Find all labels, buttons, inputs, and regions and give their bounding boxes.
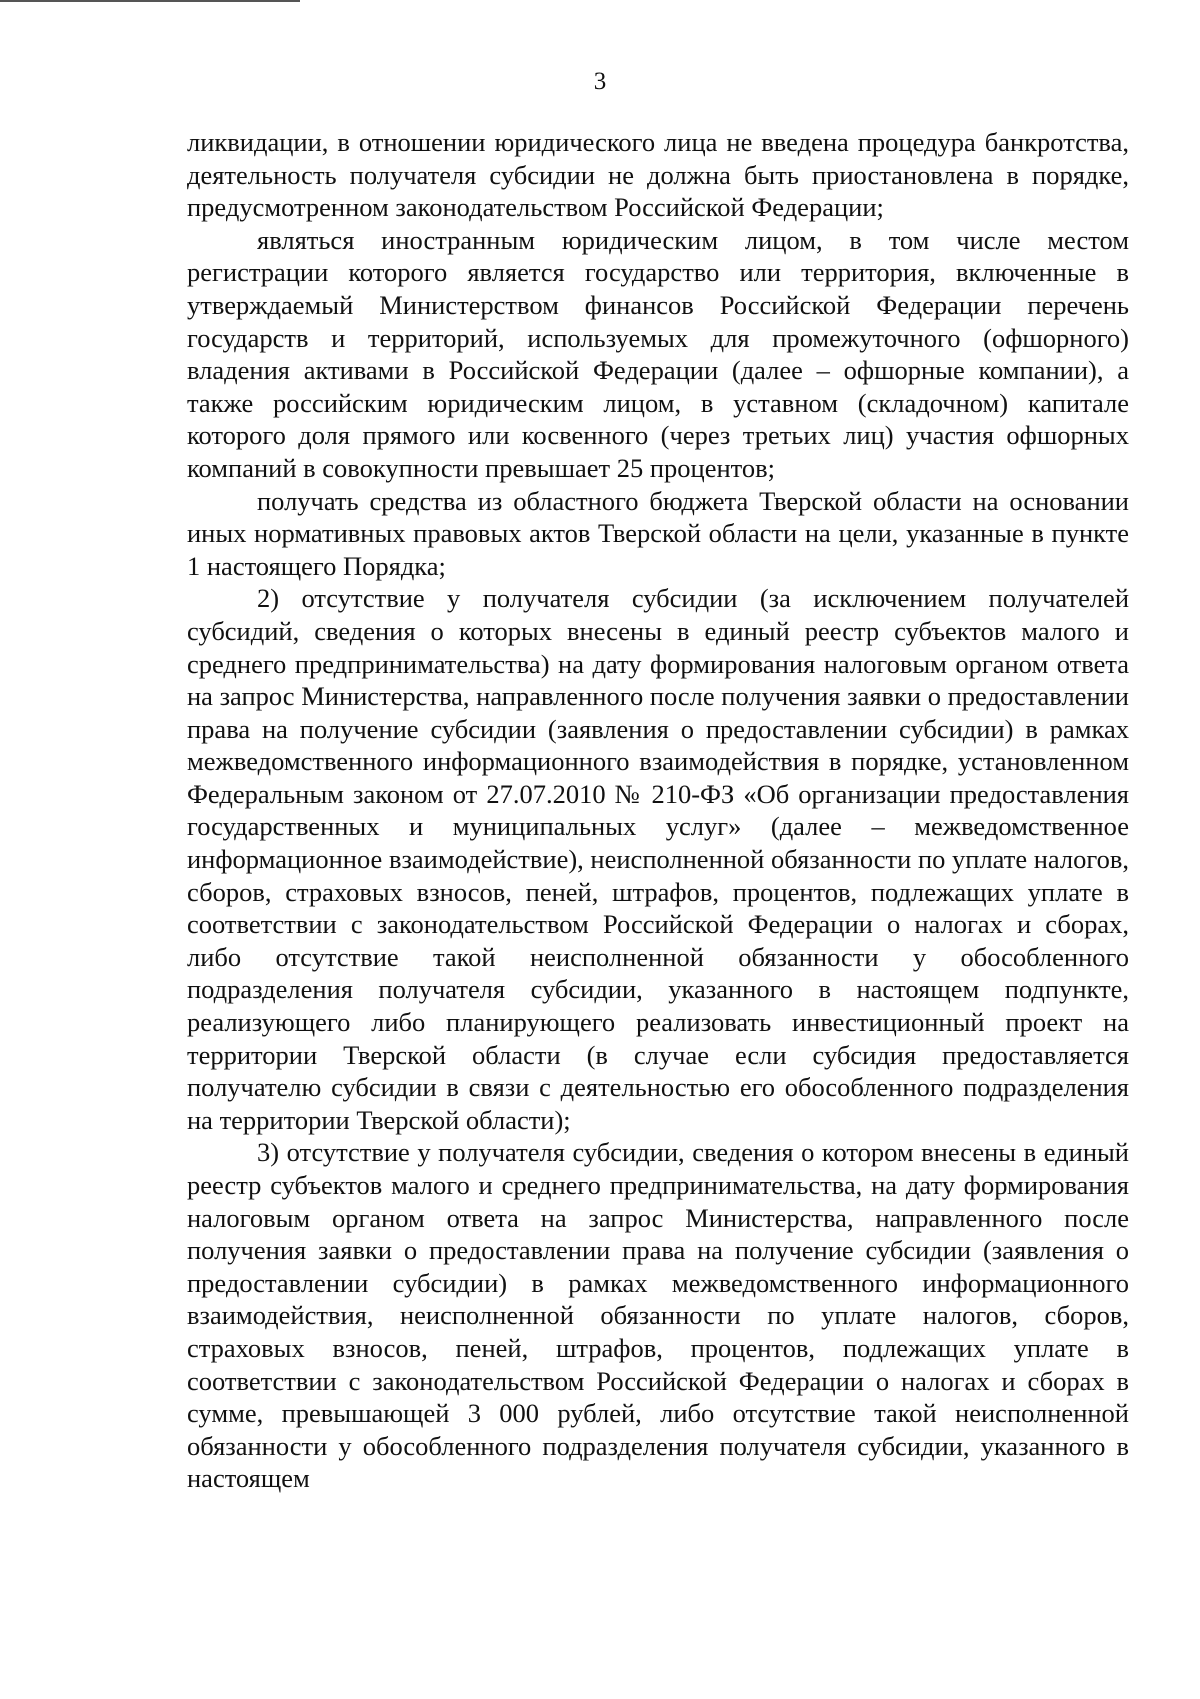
page-number: 3	[593, 68, 607, 95]
paragraph-5: 3) отсутствие у получателя субсидии, сведения о котором внесены в единый реестр субъектов малого и среднего предпринимательства, на дату формирования налоговым органом ответа на запрос Министерства, направленного после получения заявки о предоставлении права на получение субсидии (заявления о предоставлении субсидии) в рамках межведомственного информационного взаимодействия, неисполненной обязанности по уплате налогов, сборов, страховых взносов, пеней, штрафов, процентов, подлежащих уплате в соответствии с законодательством Российской Федерации о налогах и сборах в сумме, превышающей 3 000 рублей, либо отсутствие такой неисполненной обязанности у обособленного подразделения получателя субсидии, указанного в настоящем	[187, 1137, 1129, 1494]
scan-edge-line	[0, 0, 300, 2]
document-body	[187, 126, 1129, 1495]
paragraph-2: являться иностранным юридическим лицом, в том числе местом регистрации которого является государство или территория, включенные в утверждаемый Министерством финансов Российской Федерации перечень государств и территорий, используемых для промежуточного (офшорного) владения активами в Российской Федерации (далее – офшорные компании), а также российским юридическим лицом, в уставном (складочном) капитале которого доля прямого или косвенного (через третьих лиц) участия офшорных компаний в совокупности превышает 25 процентов;	[187, 224, 1129, 483]
paragraph-3: получать средства из областного бюджета Тверской области на основании иных нормативных правовых актов Тверской области на цели, указанные в пункте 1 настоящего Порядка;	[187, 485, 1129, 581]
paragraph-4: 2) отсутствие у получателя субсидии (за исключением получателей субсидий, сведения о которых внесены в единый реестр субъектов малого и среднего предпринимательства) на дату формирования налоговым органом ответа на запрос Министерства, направленного после получения заявки о предоставлении права на получение субсидии (заявления о предоставлении субсидии) в рамках межведомственного информационного взаимодействия в порядке, установленном Федеральным законом от 27.07.2010 № 210-ФЗ «Об организации предоставления государственных и муниципальных услуг» (далее – межведомственное информационное взаимодействие), неисполненной обязанности по уплате налогов, сборов, страховых взносов, пеней, штрафов, процентов, подлежащих уплате в соответствии с законодательством Российской Федерации о налогах и сборах, либо отсутствие такой неисполненной обязанности у обособленного подразделения получателя субсидии, указанного в настоящем подпункте, реализующего либо планирующего реализовать инвестиционный проект на территории Тверской области (в случае если субсидия предоставляется получателю субсидии в связи с деятельностью его обособленного подразделения на территории Тверской области);	[187, 583, 1129, 1135]
paragraph-1: ликвидации, в отношении юридического лица не введена процедура банкротства, деятельность получателя субсидии не должна быть приостановлена в порядке, предусмотренном законодательством Российской Федерации;	[187, 127, 1129, 223]
